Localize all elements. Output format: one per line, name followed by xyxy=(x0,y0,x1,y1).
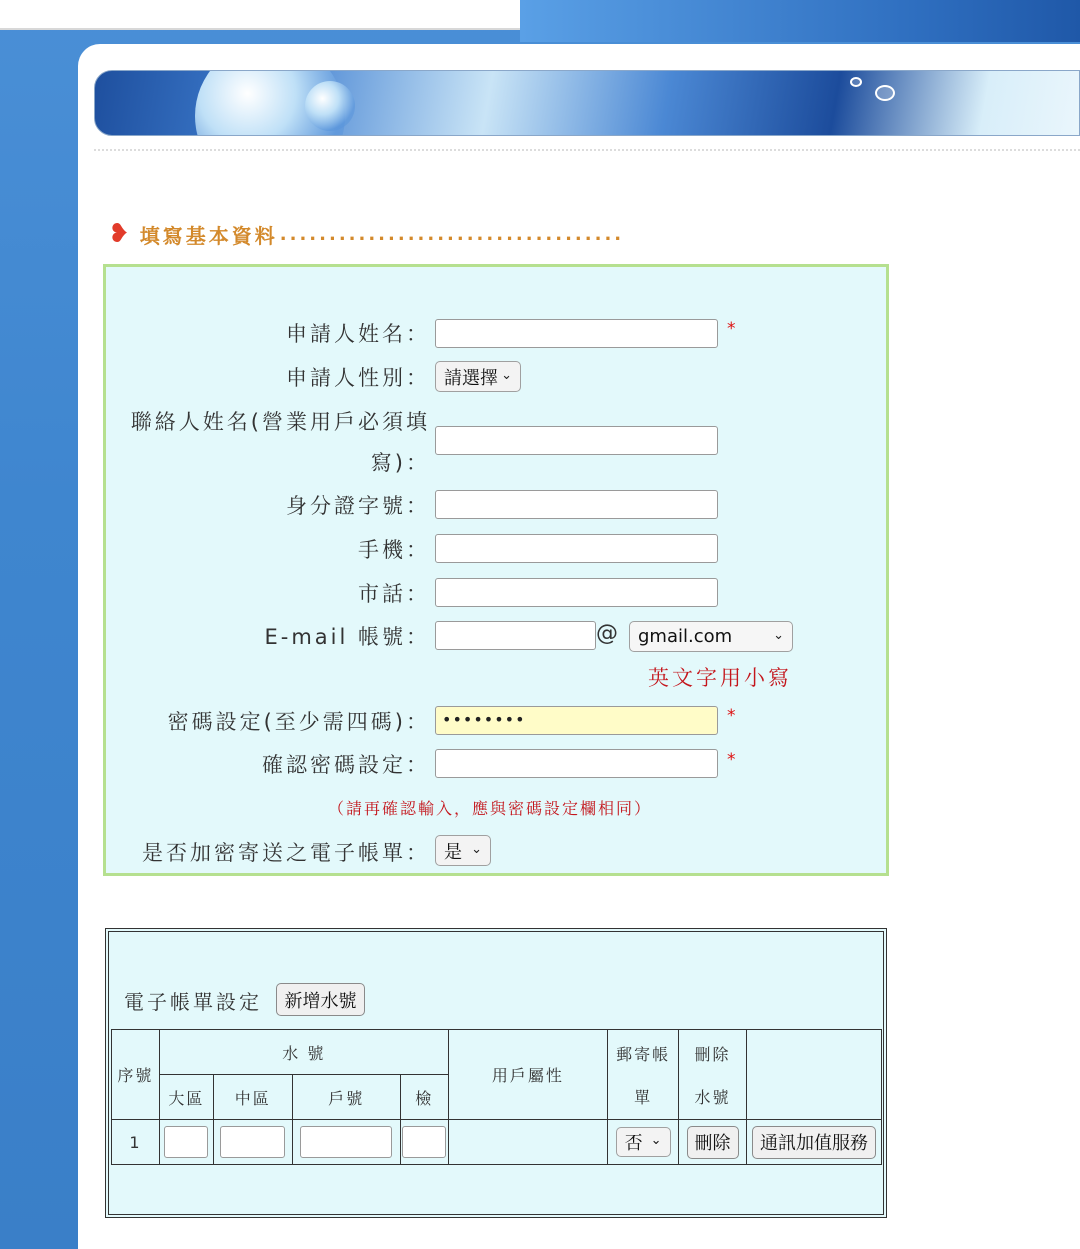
email-lowercase-note: 英文字用小寫 xyxy=(648,666,792,690)
heart-icon: ❥ xyxy=(108,219,130,249)
mobile-input[interactable] xyxy=(435,534,718,563)
header-empty xyxy=(746,1030,881,1120)
email-domain-select[interactable] xyxy=(629,621,793,652)
row-user-attribute xyxy=(448,1120,607,1165)
header-seq: 序號 xyxy=(112,1030,160,1120)
confirm-password-label: 確認密碼設定： xyxy=(262,753,430,777)
mobile-label: 手機： xyxy=(358,538,430,562)
water-number-table xyxy=(111,1029,882,1165)
applicant-name-label: 申請人姓名： xyxy=(286,322,430,346)
big-area-input[interactable] xyxy=(164,1126,208,1158)
section-title-dots: ................................... xyxy=(279,223,625,245)
browser-top-strip xyxy=(0,0,520,30)
header-mail-bill-line1: 郵寄帳 xyxy=(616,1044,671,1064)
mid-area-input[interactable] xyxy=(220,1126,285,1158)
header-user-attribute: 用戶屬性 xyxy=(448,1030,607,1120)
header-blue-strip xyxy=(520,0,1080,42)
id-number-label: 身分證字號： xyxy=(286,494,430,518)
divider xyxy=(94,149,1080,151)
section-title xyxy=(108,216,624,252)
applicant-name-input[interactable] xyxy=(435,319,718,348)
header-mail-bill xyxy=(608,1030,679,1120)
delete-row-button[interactable]: 刪除 xyxy=(687,1126,739,1159)
email-label: E-mail 帳號： xyxy=(264,625,430,649)
id-number-input[interactable] xyxy=(435,490,718,519)
encrypt-bill-label: 是否加密寄送之電子帳單： xyxy=(142,841,430,865)
required-mark: * xyxy=(727,319,736,339)
table-row xyxy=(112,1120,882,1165)
household-input[interactable] xyxy=(300,1126,392,1158)
banner-image xyxy=(94,70,1080,136)
header-household: 戶號 xyxy=(292,1075,400,1120)
password-input[interactable]: •••••••• xyxy=(435,706,718,735)
email-domain-value: gmail.com xyxy=(638,626,733,647)
confirm-password-note: （請再確認輸入，應與密碼設定欄相同） xyxy=(328,799,653,818)
check-digit-input[interactable] xyxy=(402,1126,446,1158)
row-seq: 1 xyxy=(112,1120,160,1165)
header-check: 檢 xyxy=(400,1075,448,1120)
gender-select[interactable] xyxy=(435,361,521,392)
encrypt-bill-value: 是 xyxy=(444,841,462,863)
section-title-text: 填寫基本資料 xyxy=(139,223,278,248)
confirm-password-input[interactable] xyxy=(435,749,718,778)
mail-bill-select[interactable] xyxy=(616,1127,671,1157)
header-mail-bill-line2: 單 xyxy=(634,1087,653,1107)
required-mark: * xyxy=(727,706,736,726)
contact-name-label-line2: 寫)： xyxy=(370,451,430,475)
phone-label: 市話： xyxy=(358,582,430,606)
mail-bill-value: 否 xyxy=(624,1133,645,1154)
header-big-area: 大區 xyxy=(159,1075,213,1120)
basic-info-form xyxy=(103,264,889,876)
contact-name-input[interactable] xyxy=(435,426,718,455)
chevron-down-icon: ⌄ xyxy=(773,628,784,643)
chevron-down-icon: ⌄ xyxy=(650,1133,664,1148)
ebill-settings-title: 電子帳單設定 xyxy=(124,990,262,1014)
header-delete-line1: 刪除 xyxy=(694,1044,731,1064)
applicant-gender-label: 申請人性別： xyxy=(286,366,430,390)
email-account-input[interactable] xyxy=(435,621,596,650)
value-added-service-button[interactable]: 通訊加值服務 xyxy=(752,1126,876,1159)
header-delete xyxy=(679,1030,747,1120)
add-water-number-button[interactable]: 新增水號 xyxy=(276,983,365,1016)
password-label: 密碼設定(至少需四碼)： xyxy=(167,710,430,734)
chevron-down-icon: ⌄ xyxy=(501,368,512,383)
header-water-number: 水 號 xyxy=(159,1030,448,1075)
contact-name-label-line1: 聯絡人姓名(營業用戶必須填 xyxy=(130,410,430,434)
at-sign: @ xyxy=(596,621,618,646)
encrypt-bill-select[interactable] xyxy=(435,835,491,866)
header-mid-area: 中區 xyxy=(213,1075,292,1120)
chevron-down-icon: ⌄ xyxy=(471,842,482,857)
header-delete-line2: 水號 xyxy=(694,1087,731,1107)
gender-select-value: 請選擇 xyxy=(444,367,498,389)
phone-input[interactable] xyxy=(435,578,718,607)
required-mark: * xyxy=(727,750,736,770)
